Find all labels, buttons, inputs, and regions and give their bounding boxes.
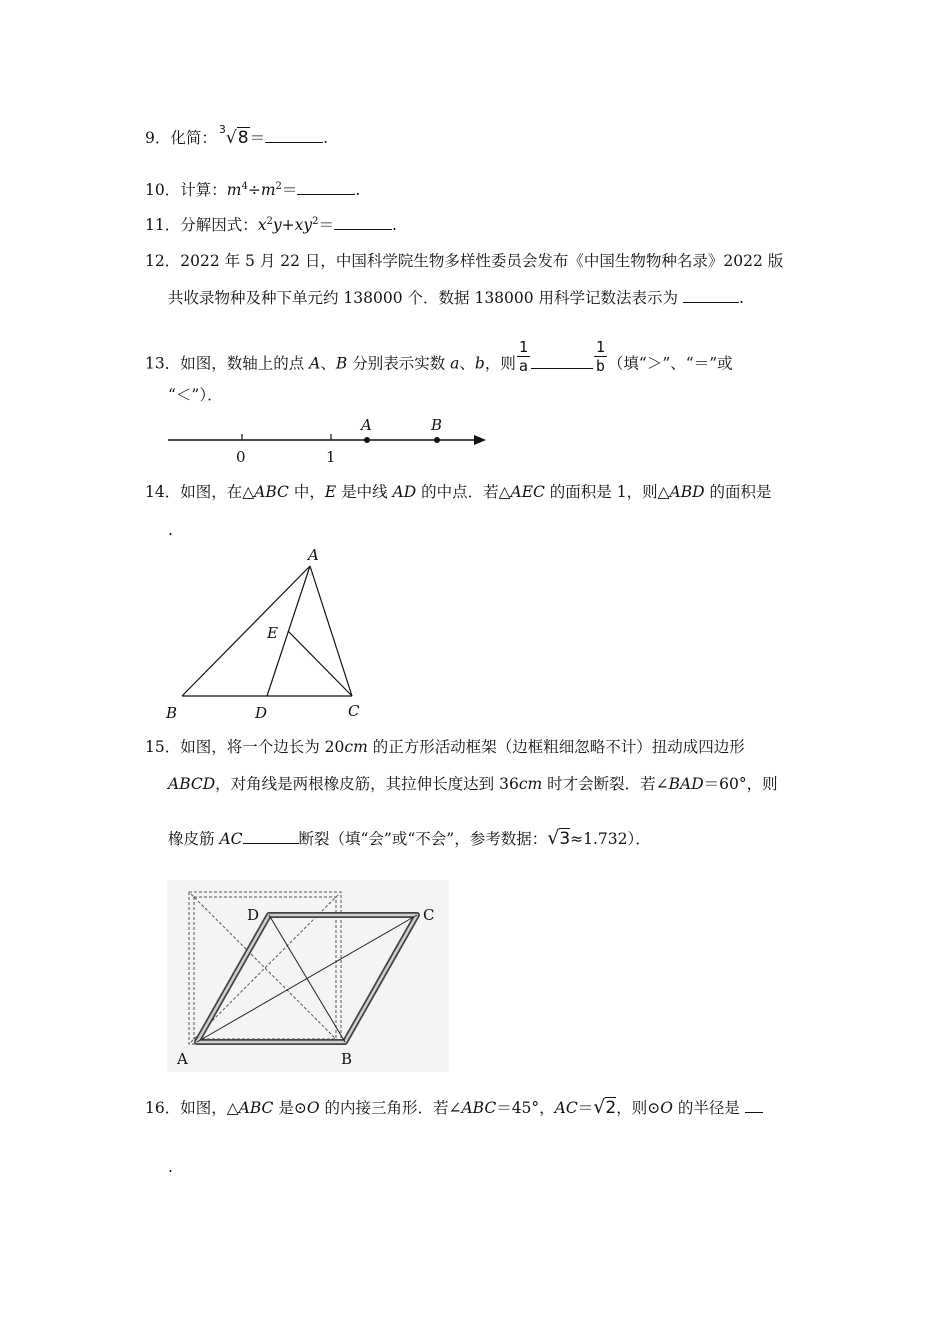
q15-frame-figure xyxy=(167,880,449,1072)
q10-equals: ＝ xyxy=(281,181,298,199)
q15-BAD: BAD xyxy=(668,775,704,793)
q12-line2: 共收录物种及种下单元约 138000 个．数据 138000 用科学记数法表示为 xyxy=(168,289,679,307)
question-15 xyxy=(145,737,745,757)
q11-equals: ＝ xyxy=(318,216,335,234)
label-C: C xyxy=(348,702,360,720)
question-12-cont xyxy=(168,288,744,308)
q14-triangle-figure xyxy=(160,540,380,725)
point-B-dot xyxy=(434,437,440,443)
q10-text: 计算： xyxy=(180,181,227,199)
q11-number: 11． xyxy=(145,216,181,234)
q15-line3b: 断裂（填“会”或“不会”，参考数据： xyxy=(298,830,548,848)
q16-t1: 如图，△ xyxy=(180,1099,239,1117)
q14-AD: AD xyxy=(392,483,417,501)
q13-number: 13． xyxy=(145,354,181,373)
q15-number: 15． xyxy=(145,738,181,756)
q10-number: 10． xyxy=(145,181,181,199)
q15-line3a: 橡皮筋 xyxy=(168,830,220,848)
q15-line1a: 如图，将一个边长为 20 xyxy=(180,738,345,756)
q16-t6: ，则⊙ xyxy=(616,1099,661,1117)
q15-cm-1: cm xyxy=(344,738,368,756)
q15-ABCD: ABCD xyxy=(168,775,216,793)
label-A: A xyxy=(308,546,319,564)
q13-line2: “＜”）． xyxy=(168,386,223,404)
question-14 xyxy=(145,482,771,502)
q9-equals: ＝ xyxy=(249,129,266,147)
q13-text-c: ，则 xyxy=(484,354,516,373)
question-10 xyxy=(145,180,360,200)
q12-line1: 2022 年 5 月 22 日，中国科学院生物多样性委员会发布《中国生物物种名录》2022 版 xyxy=(180,252,784,270)
question-15-line3: 橡皮筋 AC 断裂（填“会”或“不会”，参考数据：√3≈1.732）． xyxy=(168,827,651,849)
q14-t2: 中， xyxy=(288,483,325,501)
question-12 xyxy=(145,251,783,271)
q15-line3c: ≈1.732）． xyxy=(570,830,651,848)
question-16-cont xyxy=(168,1157,173,1177)
q15-sqrt3: 3 xyxy=(559,829,571,849)
q13-fraction-1-over-b xyxy=(594,338,607,375)
q9-answer-blank[interactable] xyxy=(265,128,323,143)
q16-t2: 是⊙ xyxy=(273,1099,307,1117)
q16-end: . xyxy=(168,1158,173,1176)
q14-ABC: ABC xyxy=(254,483,289,501)
frac2-den: b xyxy=(595,357,605,375)
q9-radicand: 8 xyxy=(237,128,249,148)
q13-A: A xyxy=(309,354,321,373)
q11-y-plus: y+ xyxy=(272,216,295,234)
q15-AC: AC xyxy=(219,830,243,848)
q13-B: B xyxy=(335,354,348,373)
q16-O-1: O xyxy=(306,1099,320,1117)
q15-line2a: ，对角线是两根橡皮筋，其拉伸长度达到 36 xyxy=(215,775,519,793)
question-11 xyxy=(145,215,397,235)
label-B: B xyxy=(341,1050,353,1068)
q13-text-a: 如图，数轴上的点 xyxy=(180,354,310,373)
q9-root-index: 3 xyxy=(218,123,226,136)
q9-cube-root: $^3$√8 xyxy=(218,123,249,148)
q10-end: . xyxy=(355,181,361,199)
q15-answer-blank[interactable] xyxy=(243,829,299,844)
q14-AEC: AEC xyxy=(510,483,545,501)
q16-sqrt2: 2 xyxy=(605,1098,617,1118)
q16-ABC2: ABC xyxy=(461,1099,497,1117)
question-16: 16．如图，△ABC 是⊙O 的内接三角形．若∠ABC＝45°，AC＝√2，则⊙O 的半径是 xyxy=(145,1097,763,1118)
q13-number-line-figure xyxy=(160,410,500,470)
q15-cm-2: cm xyxy=(518,775,543,793)
label-B: B xyxy=(166,704,178,722)
question-13-cont xyxy=(168,385,223,405)
q14-t3: 是中线 xyxy=(336,483,393,501)
point-A-dot xyxy=(364,437,370,443)
question-13 xyxy=(145,338,733,383)
q9-number: 9． xyxy=(145,129,171,147)
q11-answer-blank[interactable] xyxy=(334,215,392,230)
q10-base1: m xyxy=(226,181,242,199)
q15-line1b: 的正方形活动框架（边框粗细忽略不计）扭动成四边形 xyxy=(367,738,745,756)
q10-exp2: 2 xyxy=(275,181,282,192)
q13-text-b: 分别表示实数 xyxy=(347,354,451,373)
q11-x: x xyxy=(257,216,267,234)
q16-t7: 的半径是 xyxy=(672,1099,740,1117)
number-line-arrow xyxy=(474,435,486,445)
q13-a: a xyxy=(450,354,460,373)
q10-answer-blank[interactable] xyxy=(297,180,355,195)
question-9 xyxy=(145,123,329,148)
point-label-B: B xyxy=(431,416,443,434)
q16-answer-blank[interactable] xyxy=(745,1098,763,1113)
q14-E: E xyxy=(324,483,337,501)
q10-exp1: 4 xyxy=(241,181,248,192)
q11-text: 分解因式： xyxy=(180,216,258,234)
q14-end: . xyxy=(168,521,173,539)
q16-ABC: ABC xyxy=(238,1099,274,1117)
q14-t6: 的面积是 xyxy=(704,483,772,501)
q15-line2b: 时才会断裂．若∠ xyxy=(542,775,669,793)
q9-text: 化简： xyxy=(170,129,217,147)
q13-sep1: 、 xyxy=(320,354,336,373)
q12-end: . xyxy=(739,289,744,307)
point-label-A: A xyxy=(361,416,372,434)
q13-answer-blank[interactable] xyxy=(531,354,593,369)
q12-number: 12． xyxy=(145,252,181,270)
q16-t3: 的内接三角形．若∠ xyxy=(319,1099,462,1117)
label-D: D xyxy=(247,906,260,924)
frac2-num: 1 xyxy=(595,338,605,356)
q11-xy: xy xyxy=(294,216,313,234)
label-D: D xyxy=(255,704,268,722)
q16-t4: ＝45°， xyxy=(496,1099,555,1117)
q14-t5: 的面积是 1，则△ xyxy=(544,483,670,501)
q14-number: 14． xyxy=(145,483,181,501)
q13-text-d: （填“＞”、“＝”或 xyxy=(607,354,733,373)
q14-t4: 的中点．若△ xyxy=(416,483,511,501)
frac1-den: a xyxy=(518,357,528,375)
q11-end: . xyxy=(392,216,397,234)
side-AC xyxy=(310,566,352,696)
q11-exp-x: 2 xyxy=(266,216,273,227)
question-15-line2 xyxy=(168,774,778,794)
question-14-cont xyxy=(168,520,173,540)
q9-end: . xyxy=(323,129,329,147)
q13-b: b xyxy=(474,354,485,373)
q11-exp-y: 2 xyxy=(312,216,319,227)
q14-t1: 如图，在△ xyxy=(180,483,255,501)
q10-base2: m xyxy=(260,181,276,199)
q15-line2c: ＝60°，则 xyxy=(703,775,778,793)
q10-op: ÷ xyxy=(247,181,261,199)
tick-label-0: 0 xyxy=(236,448,246,466)
side-AB xyxy=(182,566,310,696)
q13-sep2: 、 xyxy=(459,354,475,373)
q16-number: 16． xyxy=(145,1099,181,1117)
label-C: C xyxy=(423,906,435,924)
q16-AC: AC xyxy=(554,1099,578,1117)
label-E: E xyxy=(267,624,278,642)
q16-O-2: O xyxy=(660,1099,673,1117)
frac1-num: 1 xyxy=(518,338,528,356)
label-A: A xyxy=(177,1050,188,1068)
q14-ABD: ABD xyxy=(669,483,705,501)
segment-EC xyxy=(288,631,352,696)
q16-t5: ＝ xyxy=(577,1099,594,1117)
q13-fraction-1-over-a xyxy=(517,338,530,375)
tick-label-1: 1 xyxy=(326,448,336,466)
q12-answer-blank[interactable] xyxy=(683,288,739,303)
